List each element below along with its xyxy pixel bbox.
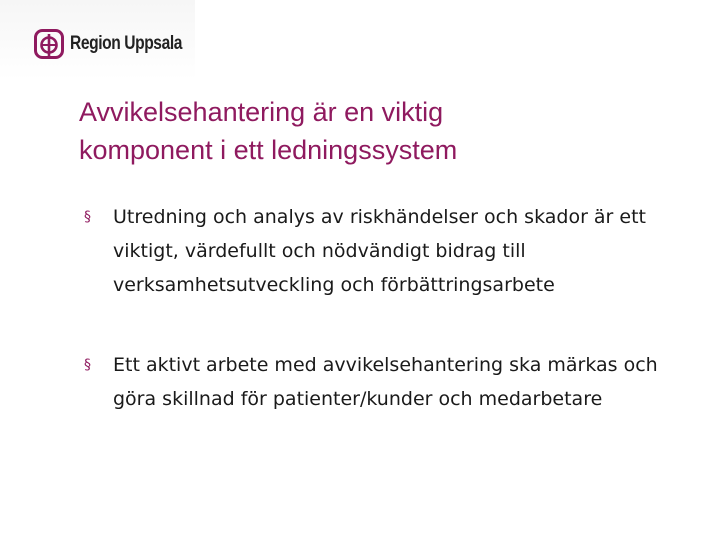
bullet-marker-icon: § xyxy=(84,209,91,225)
logo-area xyxy=(0,0,195,80)
bullet-item xyxy=(84,200,664,302)
bullet-list xyxy=(84,200,664,416)
logo-text: Region Uppsala xyxy=(70,33,182,54)
bullet-text: Ett aktivt arbete med avvikelsehantering ska märkas och göra skillnad för patienter/kunder och medarbetare xyxy=(113,354,658,410)
slide-title-line-1: Avvikelsehantering är en viktig xyxy=(79,97,444,127)
region-uppsala-emblem-icon xyxy=(34,29,64,59)
region-uppsala-logo xyxy=(34,28,207,60)
bullet-text: Utredning och analys av riskhändelser och skador är ett viktigt, värdefullt och nödvändigt bidrag till verksamhetsutveckling och förbättringsarbete xyxy=(113,206,647,296)
bullet-item xyxy=(84,348,664,416)
bullet-marker-icon: § xyxy=(84,357,91,373)
slide-title xyxy=(79,93,679,169)
slide-title-line-2: komponent i ett ledningssystem xyxy=(79,135,458,165)
